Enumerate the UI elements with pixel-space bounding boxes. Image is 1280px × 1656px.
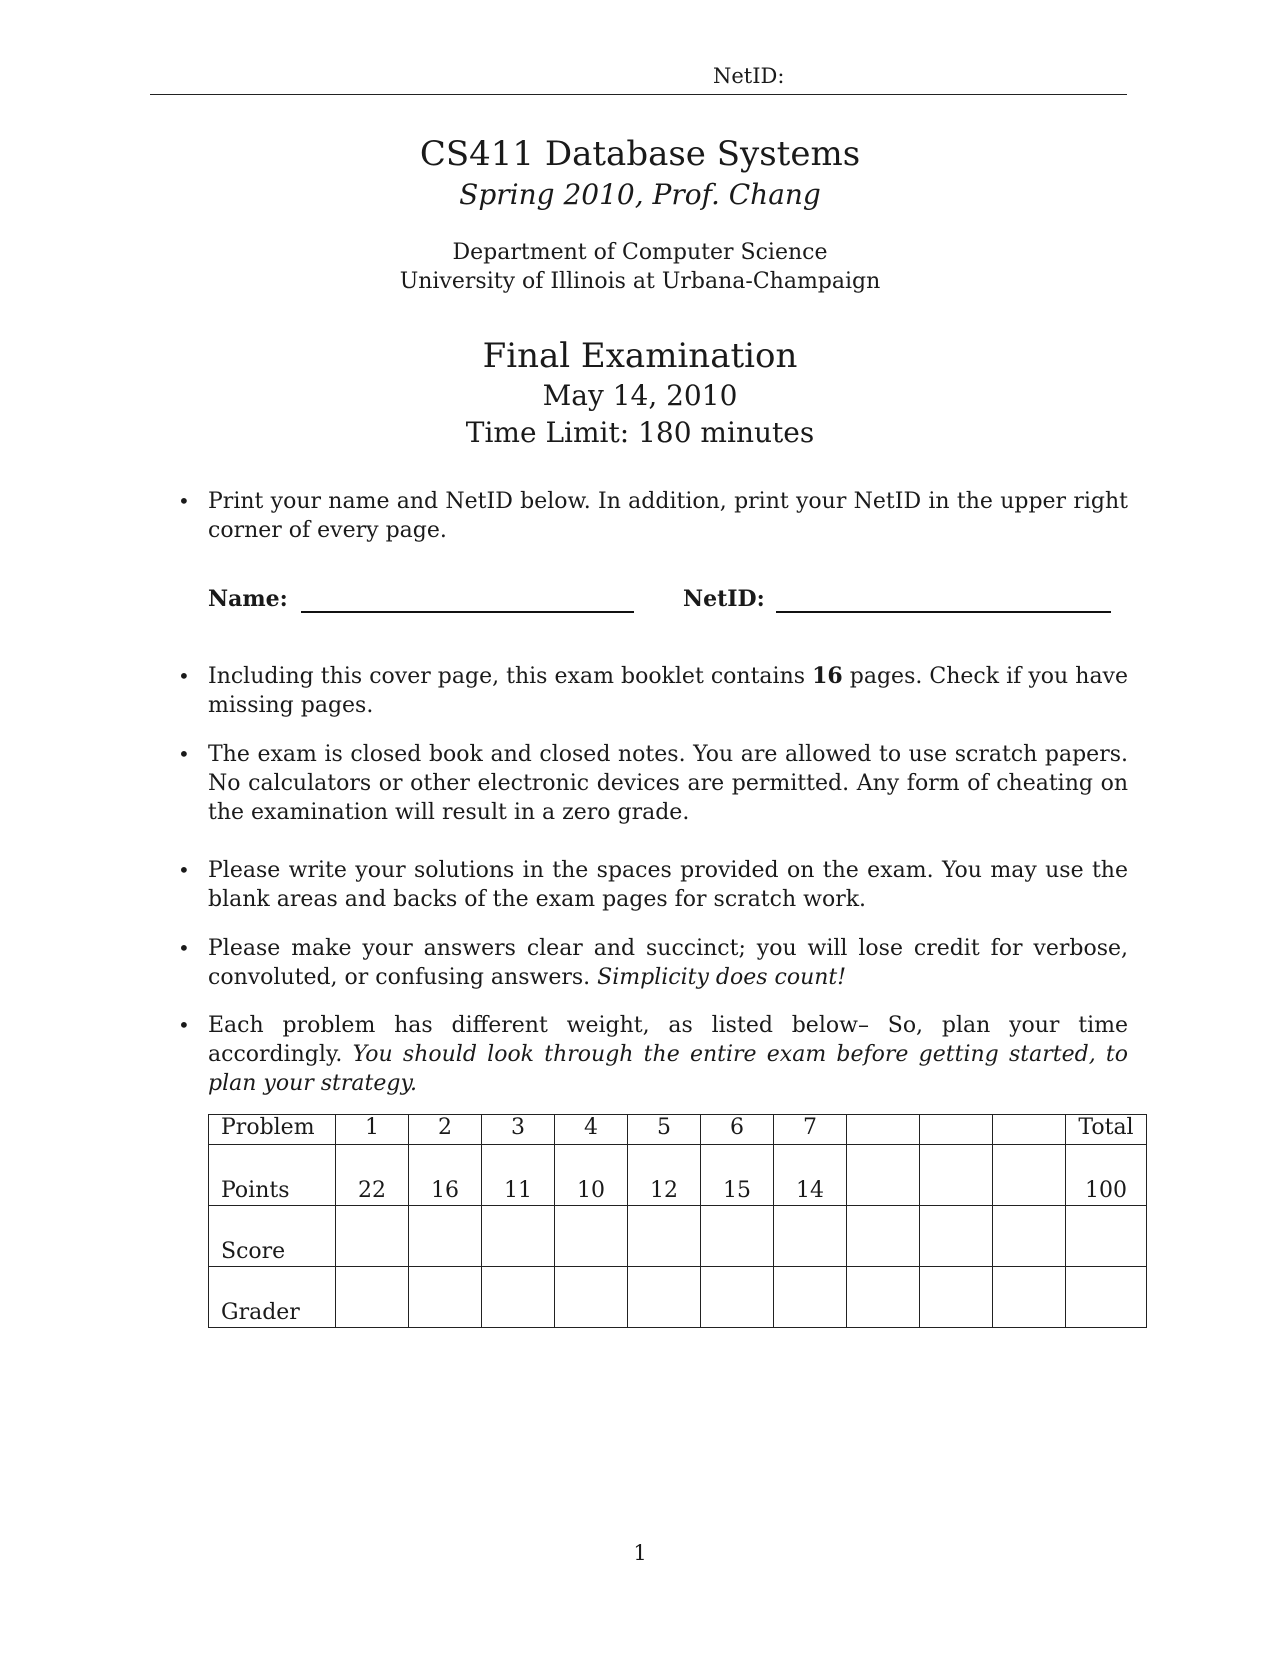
problem-number: 6 bbox=[701, 1115, 774, 1145]
exam-date: May 14, 2010 bbox=[542, 379, 738, 412]
instruction-text-part: Please make your answers clear and succinct; you will lose credit for verbose, convoluted, or confusing answers. bbox=[208, 936, 1128, 990]
page-number: 1 bbox=[633, 1541, 647, 1565]
instruction-text bbox=[208, 934, 1128, 992]
course-title: CS411 Database Systems bbox=[419, 134, 861, 174]
points-cell: 15 bbox=[701, 1145, 774, 1206]
score-cell[interactable] bbox=[993, 1206, 1066, 1267]
row-label: Problem bbox=[209, 1115, 336, 1145]
instruction-text-part: pages. Check if you have missing pages. bbox=[208, 664, 1129, 718]
instruction-text: The exam is closed book and closed notes. You are allowed to use scratch papers. No calculators or other electronic devices are permitted. Any form of cheating on the examination will result in a zero grade. bbox=[208, 742, 1128, 825]
problem-number bbox=[847, 1115, 920, 1145]
points-cell: 10 bbox=[555, 1145, 628, 1206]
grader-cell[interactable] bbox=[920, 1267, 993, 1328]
grader-cell[interactable] bbox=[336, 1267, 409, 1328]
points-cell bbox=[993, 1145, 1066, 1206]
name-field[interactable] bbox=[301, 611, 634, 613]
course-subtitle: Spring 2010, Prof. Chang bbox=[459, 178, 821, 211]
points-cell bbox=[847, 1145, 920, 1206]
points-cell: 14 bbox=[774, 1145, 847, 1206]
bullet-icon: • bbox=[178, 664, 190, 688]
grader-cell[interactable] bbox=[409, 1267, 482, 1328]
instruction-text-part: Including this cover page, this exam booklet contains bbox=[208, 664, 813, 689]
problem-number: 5 bbox=[628, 1115, 701, 1145]
score-total-cell[interactable] bbox=[1066, 1206, 1147, 1267]
points-cell: 11 bbox=[482, 1145, 555, 1206]
grader-cell[interactable] bbox=[482, 1267, 555, 1328]
instruction-emphasis: You should look through the entire exam before getting started, to plan your strategy. bbox=[208, 1042, 1129, 1096]
instruction-text bbox=[208, 1011, 1128, 1098]
problem-number: 1 bbox=[336, 1115, 409, 1145]
problem-number: 4 bbox=[555, 1115, 628, 1145]
name-label: Name: bbox=[208, 586, 288, 612]
grader-cell[interactable] bbox=[847, 1267, 920, 1328]
score-cell[interactable] bbox=[482, 1206, 555, 1267]
netid-field[interactable] bbox=[776, 611, 1111, 613]
instruction-text: Please write your solutions in the spaces provided on the exam. You may use the blank areas and backs of the exam pages for scratch work. bbox=[208, 858, 1128, 912]
page-count: 16 bbox=[812, 663, 843, 689]
grader-cell[interactable] bbox=[774, 1267, 847, 1328]
points-cell: 12 bbox=[628, 1145, 701, 1206]
points-cell bbox=[920, 1145, 993, 1206]
instruction-text-part: Each problem has different weight, as listed below– So, plan your time accordingly. bbox=[208, 1013, 1128, 1067]
grader-cell[interactable] bbox=[628, 1267, 701, 1328]
grader-cell[interactable] bbox=[701, 1267, 774, 1328]
bullet-icon: • bbox=[178, 858, 190, 882]
problem-number: 7 bbox=[774, 1115, 847, 1145]
instruction-text bbox=[208, 662, 1128, 720]
points-cell: 22 bbox=[336, 1145, 409, 1206]
bullet-icon: • bbox=[178, 742, 190, 766]
row-label: Score bbox=[209, 1206, 336, 1267]
problem-number: 3 bbox=[482, 1115, 555, 1145]
exam-time-limit: Time Limit: 180 minutes bbox=[465, 416, 815, 449]
header-rule bbox=[150, 94, 1127, 95]
header-netid-label: NetID: bbox=[713, 64, 785, 88]
netid-label: NetID: bbox=[683, 586, 765, 612]
university: University of Illinois at Urbana-Champaign bbox=[399, 269, 881, 294]
table-row-grader bbox=[209, 1267, 1147, 1328]
row-label: Grader bbox=[209, 1267, 336, 1328]
total-header: Total bbox=[1066, 1115, 1147, 1145]
instruction-text: Print your name and NetID below. In addition, print your NetID in the upper right corner of every page. bbox=[208, 489, 1128, 543]
grader-total-cell[interactable] bbox=[1066, 1267, 1147, 1328]
grader-cell[interactable] bbox=[555, 1267, 628, 1328]
score-cell[interactable] bbox=[628, 1206, 701, 1267]
score-cell[interactable] bbox=[555, 1206, 628, 1267]
points-cell: 16 bbox=[409, 1145, 482, 1206]
row-label: Points bbox=[209, 1145, 336, 1206]
score-cell[interactable] bbox=[847, 1206, 920, 1267]
table-row-problem bbox=[209, 1115, 1147, 1145]
score-cell[interactable] bbox=[920, 1206, 993, 1267]
bullet-icon: • bbox=[178, 936, 190, 960]
problem-number: 2 bbox=[409, 1115, 482, 1145]
score-cell[interactable] bbox=[336, 1206, 409, 1267]
exam-title: Final Examination bbox=[482, 336, 798, 376]
score-cell[interactable] bbox=[701, 1206, 774, 1267]
score-cell[interactable] bbox=[409, 1206, 482, 1267]
bullet-icon: • bbox=[178, 1013, 190, 1037]
table-row-points bbox=[209, 1145, 1147, 1206]
grader-cell[interactable] bbox=[993, 1267, 1066, 1328]
score-cell[interactable] bbox=[774, 1206, 847, 1267]
total-points: 100 bbox=[1066, 1145, 1147, 1206]
score-table bbox=[208, 1114, 1147, 1328]
problem-number bbox=[993, 1115, 1066, 1145]
table-row-score bbox=[209, 1206, 1147, 1267]
problem-number bbox=[920, 1115, 993, 1145]
instruction-emphasis: Simplicity does count! bbox=[597, 965, 847, 990]
department: Department of Computer Science bbox=[452, 240, 828, 265]
bullet-icon: • bbox=[178, 489, 190, 513]
